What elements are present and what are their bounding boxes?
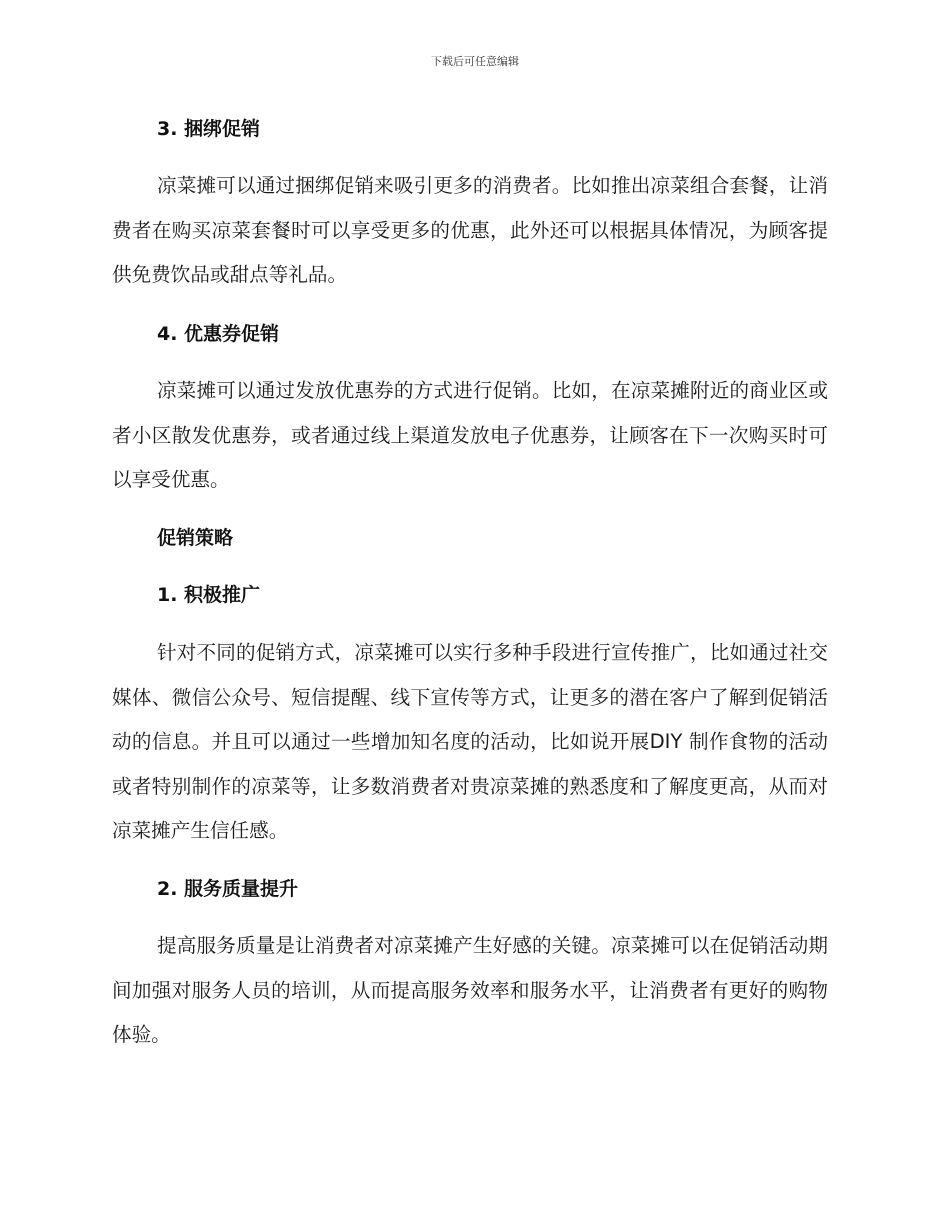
section-heading-coupon-promotion: 4. 优惠券促销 bbox=[157, 323, 280, 345]
paragraph-coupon-promotion: 凉菜摊可以通过发放优惠券的方式进行促销。比如，在凉菜摊附近的商业区或者小区散发优惠券，或者通过线上渠道发放电子优惠券，让顾客在下一次购买时可以享受优惠。 bbox=[112, 379, 828, 491]
paragraph-service-quality: 提高服务质量是让消费者对凉菜摊产生好感的关键。凉菜摊可以在促销活动期间加强对服务人员的培训，从而提高服务效率和服务水平，让消费者有更好的购物体验。 bbox=[112, 934, 828, 1046]
section-heading-service-quality: 2. 服务质量提升 bbox=[157, 878, 299, 900]
section-heading-promotion-strategy: 促销策略 bbox=[157, 527, 234, 549]
paragraph-bundle-promotion: 凉菜摊可以通过捆绑促销来吸引更多的消费者。比如推出凉菜组合套餐，让消费者在购买凉菜套餐时可以享受更多的优惠，此外还可以根据具体情况，为顾客提供免费饮品或甜点等礼品。 bbox=[112, 174, 828, 286]
section-heading-active-promotion: 1. 积极推广 bbox=[157, 584, 261, 606]
page-header-note: 下载后可任意编辑 bbox=[431, 55, 519, 68]
paragraph-active-promotion: 针对不同的促销方式，凉菜摊可以实行多种手段进行宣传推广，比如通过社交媒体、微信公众号、短信提醒、线下宣传等方式，让更多的潜在客户了解到促销活动的信息。并且可以通过一些增加知名度的活动，比如说开展DIY 制作食物的活动或者特别制作的凉菜等，让多数消费者对贵凉菜摊的熟悉度和了解度更高，从而对凉菜摊产生信任感。 bbox=[112, 641, 828, 842]
section-heading-bundle-promotion: 3. 捆绑促销 bbox=[157, 118, 261, 140]
